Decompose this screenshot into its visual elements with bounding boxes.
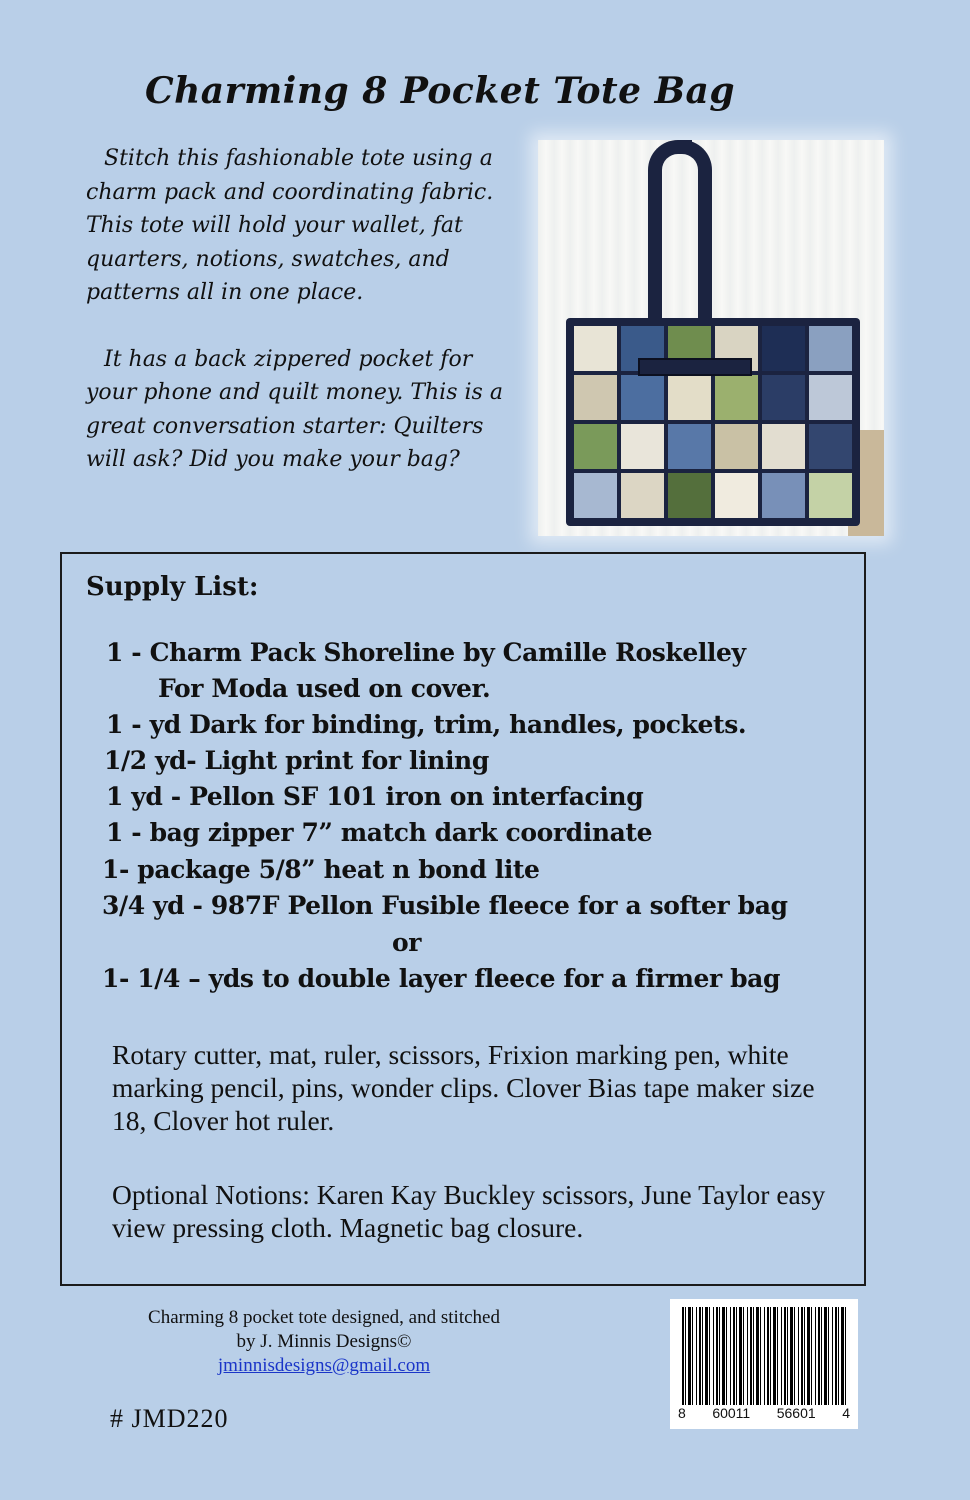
tools-list: Rotary cutter, mat, ruler, scissors, Frixion marking pen, white marking pencil, pins, wonder clips. Clover Bias tape maker size 18, Clover hot ruler. — [112, 1039, 815, 1136]
bag-handle-right — [678, 140, 712, 344]
supply-item: 1- package 5/8” heat n bond lite — [102, 855, 540, 884]
quilt-patch — [809, 375, 852, 420]
quilt-patch — [715, 473, 758, 518]
intro-paragraph-2: It has a back zippered pocket for your phone and quilt money. This is a great conversation starter: Quilters will ask? Did you make your bag? — [86, 346, 503, 472]
barcode-digit-group: 60011 — [712, 1405, 751, 1421]
supply-item-or: or — [392, 928, 422, 957]
quilt-patch — [621, 473, 664, 518]
supply-item: 1 yd - Pellon SF 101 iron on interfacing — [106, 782, 644, 811]
quilt-patch — [621, 375, 664, 420]
quilt-patch — [668, 375, 711, 420]
intro-paragraph-1: Stitch this fashionable tote using a charm pack and coordinating fabric. This tote will hold your wallet, fat quarters, notions, swatches, and patterns all in one place. — [86, 146, 494, 305]
tote-bag-photo — [538, 140, 884, 536]
quilt-patch — [715, 375, 758, 420]
supply-item: 1/2 yd- Light print for lining — [104, 746, 489, 775]
pattern-title: Charming 8 Pocket Tote Bag — [144, 70, 736, 112]
quilt-patch — [574, 473, 617, 518]
barcode — [670, 1299, 858, 1429]
quilt-patch — [762, 424, 805, 469]
bag-zipper-pocket — [638, 358, 752, 376]
email-link[interactable]: jminnisdesigns@gmail.com — [217, 1355, 431, 1376]
quilt-patch — [574, 375, 617, 420]
barcode-digit-group: 4 — [842, 1405, 850, 1421]
quilt-patch — [762, 326, 805, 371]
quilt-patch — [809, 473, 852, 518]
quilt-patch — [762, 375, 805, 420]
credit-line-1: Charming 8 pocket tote designed, and stitched — [148, 1307, 500, 1328]
supply-item: For Moda used on cover. — [158, 674, 491, 703]
supply-item: 1- 1/4 – yds to double layer fleece for a firmer bag — [102, 964, 781, 993]
quilt-patch — [809, 326, 852, 371]
supply-item: 1 - bag zipper 7” match dark coordinate — [106, 818, 653, 847]
optional-notions: Optional Notions: Karen Kay Buckley scissors, June Taylor easy view pressing cloth. Magnetic bag closure. — [112, 1179, 826, 1243]
quilt-patch — [715, 424, 758, 469]
intro-text — [86, 142, 506, 477]
supply-item: 1 - Charm Pack Shoreline by Camille Roskelley — [106, 638, 746, 667]
quilt-patch — [668, 424, 711, 469]
quilt-patch — [809, 424, 852, 469]
tote-bag-body — [566, 318, 860, 526]
designer-credit — [100, 1306, 548, 1378]
quilt-patch — [668, 473, 711, 518]
quilt-patch — [762, 473, 805, 518]
supply-item: 1 - yd Dark for binding, trim, handles, pockets. — [106, 710, 747, 739]
barcode-bars — [682, 1307, 846, 1405]
supply-list-heading: Supply List: — [86, 572, 259, 602]
barcode-digits — [678, 1405, 850, 1421]
credit-line-2: by J. Minnis Designs© — [236, 1331, 412, 1352]
barcode-digit-group: 56601 — [776, 1405, 816, 1421]
quilt-patch — [621, 424, 664, 469]
sku-number: # JMD220 — [110, 1404, 229, 1433]
quilt-patch — [574, 326, 617, 371]
quilt-patch — [574, 424, 617, 469]
barcode-digit-group: 8 — [678, 1405, 686, 1421]
supply-item: 3/4 yd - 987F Pellon Fusible fleece for a softer bag — [102, 891, 788, 920]
